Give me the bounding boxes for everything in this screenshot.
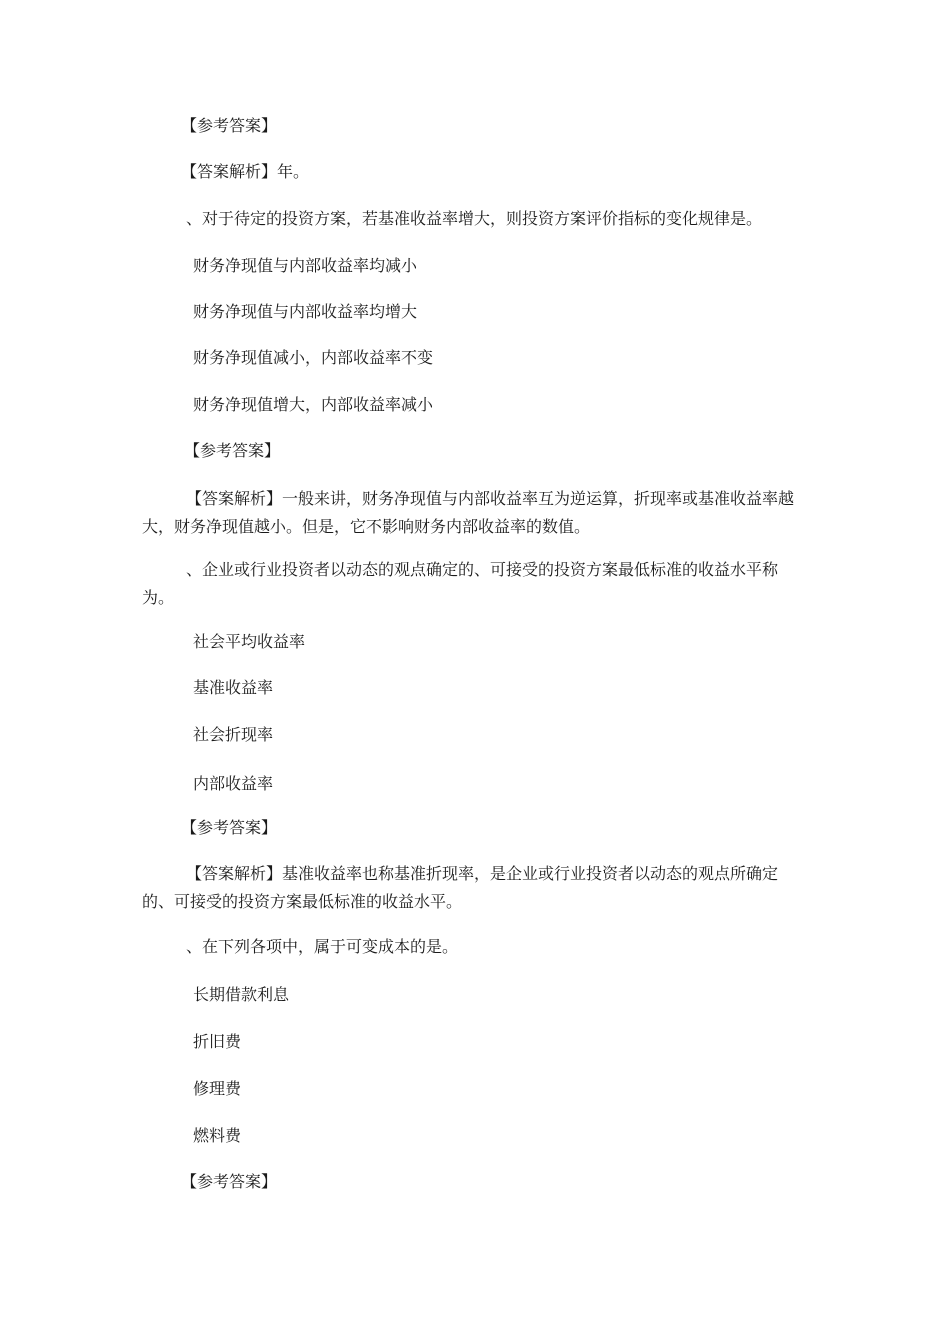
reference-answer-label: 【参考答案】	[181, 818, 278, 837]
reference-answer-label: 【参考答案】	[181, 1172, 278, 1191]
answer-analysis: 【答案解析】一般来讲，财务净现值与内部收益率互为逆运算，折现率或基准收益率越大，财务净现值越小。但是，它不影响财务内部收益率的数值。	[142, 489, 795, 536]
question-option: 财务净现值减小，内部收益率不变	[193, 348, 434, 367]
reference-answer-label: 【参考答案】	[184, 441, 281, 460]
question-option: 折旧费	[193, 1032, 242, 1051]
question-option: 长期借款利息	[193, 985, 290, 1004]
answer-analysis: 【答案解析】基准收益率也称基准折现率，是企业或行业投资者以动态的观点所确定的、可接受的投资方案最低标准的收益水平。	[142, 864, 779, 911]
question-option: 财务净现值增大，内部收益率减小	[193, 395, 434, 414]
question-option: 燃料费	[193, 1126, 242, 1145]
question-stem: 、在下列各项中，属于可变成本的是。	[186, 937, 459, 956]
question-option: 修理费	[193, 1079, 242, 1098]
question-stem: 、对于待定的投资方案，若基准收益率增大，则投资方案评价指标的变化规律是。	[186, 209, 763, 228]
question-stem: 、企业或行业投资者以动态的观点确定的、可接受的投资方案最低标准的收益水平称为。	[142, 560, 779, 607]
answer-analysis: 【答案解析】年。	[181, 162, 310, 181]
question-option: 基准收益率	[193, 678, 274, 697]
question-option: 社会折现率	[193, 725, 274, 744]
reference-answer-label: 【参考答案】	[181, 116, 278, 135]
question-option: 财务净现值与内部收益率均增大	[193, 302, 418, 321]
question-option: 财务净现值与内部收益率均减小	[193, 256, 418, 275]
question-option: 社会平均收益率	[193, 632, 306, 651]
question-option: 内部收益率	[193, 774, 274, 793]
